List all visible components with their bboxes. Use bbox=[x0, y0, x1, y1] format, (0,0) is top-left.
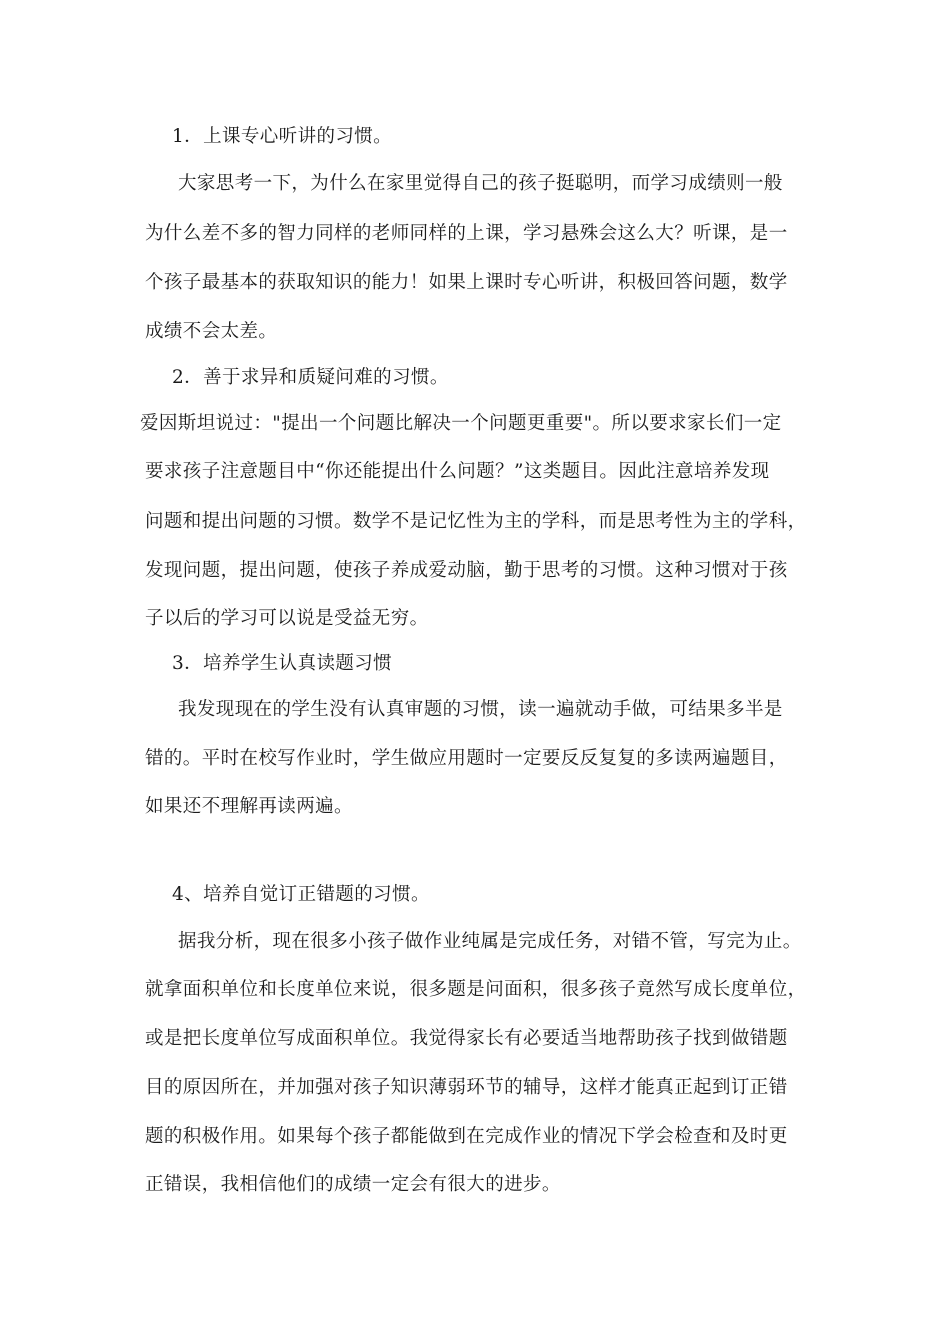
section-4-heading: 4、培养自觉订正错题的习惯。 bbox=[172, 884, 430, 905]
section-3-line-1: 我发现现在的学生没有认真审题的习惯，读一遍就动手做，可结果多半是 bbox=[178, 699, 783, 720]
section-4-line-5: 题的积极作用。如果每个孩子都能做到在完成作业的情况下学会检查和及时更 bbox=[145, 1126, 788, 1147]
section-2-line-5: 子以后的学习可以说是受益无穷。 bbox=[145, 608, 429, 629]
section-2-line-1: 爱因斯坦说过："提出一个问题比解决一个问题更重要"。所以要求家长们一定 bbox=[140, 413, 782, 434]
section-1-line-2: 为什么差不多的智力同样的老师同样的上课，学习悬殊会这么大？听课，是一 bbox=[145, 223, 788, 244]
section-1-line-3: 个孩子最基本的获取知识的能力！如果上课时专心听讲，积极回答问题，数学 bbox=[145, 272, 788, 293]
section-2-line-3: 问题和提出问题的习惯。数学不是记忆性为主的学科，而是思考性为主的学科， bbox=[145, 511, 807, 532]
section-4-line-4: 目的原因所在，并加强对孩子知识薄弱环节的辅导，这样才能真正起到订正错 bbox=[145, 1077, 788, 1098]
section-1-heading: 1．上课专心听讲的习惯。 bbox=[172, 126, 393, 147]
section-4-line-2: 就拿面积单位和长度单位来说，很多题是问面积，很多孩子竟然写成长度单位， bbox=[145, 979, 807, 1000]
section-3-line-3: 如果还不理解再读两遍。 bbox=[145, 796, 353, 817]
section-1-line-1: 大家思考一下，为什么在家里觉得自己的孩子挺聪明，而学习成绩则一般 bbox=[178, 173, 783, 194]
section-4-line-1: 据我分析，现在很多小孩子做作业纯属是完成任务，对错不管，写完为止。 bbox=[178, 931, 802, 952]
section-4-line-3: 或是把长度单位写成面积单位。我觉得家长有必要适当地帮助孩子找到做错题 bbox=[145, 1028, 788, 1049]
section-3-line-2: 错的。平时在校写作业时，学生做应用题时一定要反反复复的多读两遍题目， bbox=[145, 748, 788, 769]
section-1-line-4: 成绩不会太差。 bbox=[145, 321, 278, 342]
section-3-heading: 3．培养学生认真读题习惯 bbox=[172, 653, 393, 674]
section-4-line-6: 正错误，我相信他们的成绩一定会有很大的进步。 bbox=[145, 1174, 561, 1195]
section-2-line-2: 要求孩子注意题目中“你还能提出什么问题？”这类题目。因此注意培养发现 bbox=[145, 461, 770, 482]
section-2-line-4: 发现问题，提出问题，使孩子养成爱动脑，勤于思考的习惯。这种习惯对于孩 bbox=[145, 560, 788, 581]
section-2-heading: 2．善于求异和质疑问难的习惯。 bbox=[172, 367, 449, 388]
